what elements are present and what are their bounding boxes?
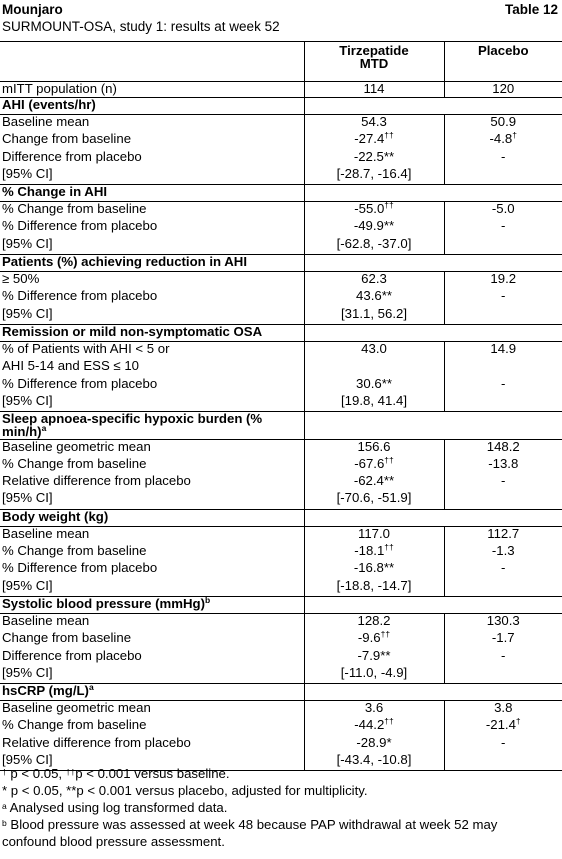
column-header-placebo: Placebo: [444, 42, 562, 82]
tirzepatide-value: 43.0: [304, 341, 444, 359]
section-title: Remission or mild non-symptomatic OSA: [0, 324, 304, 341]
tirzepatide-value: 30.6**: [304, 377, 444, 394]
row-label: Relative difference from placebo: [0, 474, 304, 491]
tirzepatide-value: -22.5**: [304, 150, 444, 167]
placebo-value: 130.3: [444, 613, 562, 631]
tirzepatide-value: -18.1††: [304, 544, 444, 561]
section-blank-cell: [444, 324, 562, 341]
table-row: [0, 272, 562, 290]
row-label: Change from baseline: [0, 631, 304, 648]
row-label: Baseline mean: [0, 613, 304, 631]
row-label: [95% CI]: [0, 237, 304, 255]
row-label: ≥ 50%: [0, 272, 304, 290]
section-header-row: [0, 684, 562, 701]
table-row: [0, 491, 562, 509]
section-blank-cell: [444, 684, 562, 701]
tirzepatide-value: -55.0††: [304, 202, 444, 220]
table-row: [0, 544, 562, 561]
placebo-value: 19.2: [444, 272, 562, 290]
placebo-value: 148.2: [444, 439, 562, 457]
placebo-value: [444, 359, 562, 376]
section-blank-cell: [304, 412, 444, 439]
table-row: [0, 561, 562, 578]
placebo-value: -: [444, 736, 562, 753]
row-label: Baseline mean: [0, 115, 304, 133]
table-row: [0, 457, 562, 474]
table-row: [0, 237, 562, 255]
placebo-value: 50.9: [444, 115, 562, 133]
tirzepatide-value: -9.6††: [304, 631, 444, 648]
section-blank-cell: [444, 596, 562, 613]
section-header-row: [0, 596, 562, 613]
section-blank-cell: [304, 98, 444, 115]
table-row: [0, 341, 562, 359]
row-label: [95% CI]: [0, 307, 304, 325]
section-header-row: [0, 412, 562, 439]
tirzepatide-value: [-11.0, -4.9]: [304, 666, 444, 684]
tirzepatide-value: 3.6: [304, 701, 444, 719]
tirzepatide-value: -16.8**: [304, 561, 444, 578]
placebo-value: -21.4†: [444, 718, 562, 735]
table-row: [0, 613, 562, 631]
section-blank-cell: [304, 185, 444, 202]
table-row: [0, 115, 562, 133]
footnotes: [2, 765, 558, 850]
placebo-value: -: [444, 377, 562, 394]
table-row: [0, 202, 562, 220]
tirzepatide-value: [-28.7, -16.4]: [304, 167, 444, 185]
placebo-value: -13.8: [444, 457, 562, 474]
placebo-value: 3.8: [444, 701, 562, 719]
row-label: Baseline geometric mean: [0, 701, 304, 719]
table-row: [0, 474, 562, 491]
column-header-row: [0, 42, 562, 82]
row-label: [95% CI]: [0, 491, 304, 509]
placebo-value: [444, 579, 562, 597]
table-row: [0, 167, 562, 185]
tirzepatide-value: [19.8, 41.4]: [304, 394, 444, 412]
placebo-value: -: [444, 561, 562, 578]
section-title: Patients (%) achieving reduction in AHI: [0, 255, 304, 272]
row-label: [95% CI]: [0, 753, 304, 771]
row-label: Change from baseline: [0, 132, 304, 149]
placebo-value: -5.0: [444, 202, 562, 220]
population-placebo: 120: [444, 82, 562, 98]
footnote-significance-baseline: † p < 0.05, ††p < 0.001 versus baseline.: [2, 766, 230, 781]
table-row: [0, 526, 562, 544]
table-row: [0, 132, 562, 149]
placebo-value: -4.8†: [444, 132, 562, 149]
section-blank-cell: [304, 255, 444, 272]
table-row: [0, 439, 562, 457]
section-header-row: [0, 255, 562, 272]
table-row: [0, 736, 562, 753]
tirzepatide-value: [304, 359, 444, 376]
table-row: [0, 666, 562, 684]
row-label: % Change from baseline: [0, 544, 304, 561]
row-label: Difference from placebo: [0, 649, 304, 666]
placebo-value: [444, 167, 562, 185]
footnote-log-transformed: $^a$ Analysed using log transformed data.: [2, 800, 228, 815]
row-label: Baseline geometric mean: [0, 439, 304, 457]
row-label: AHI 5-14 and ESS ≤ 10: [0, 359, 304, 376]
section-title: % Change in AHI: [0, 185, 304, 202]
placebo-value: -: [444, 649, 562, 666]
tirzepatide-value: 128.2: [304, 613, 444, 631]
tirzepatide-value: -7.9**: [304, 649, 444, 666]
placebo-value: -: [444, 474, 562, 491]
placebo-value: 112.7: [444, 526, 562, 544]
table-row: [0, 718, 562, 735]
row-label: % Difference from placebo: [0, 219, 304, 236]
placebo-value: -1.3: [444, 544, 562, 561]
section-title: AHI (events/hr): [0, 98, 304, 115]
row-label: % Difference from placebo: [0, 377, 304, 394]
section-blank-cell: [304, 324, 444, 341]
row-label: % Change from baseline: [0, 202, 304, 220]
row-label: % Change from baseline: [0, 457, 304, 474]
section-header-row: [0, 185, 562, 202]
column-header-label: [0, 42, 304, 82]
row-label: % of Patients with AHI < 5 or: [0, 341, 304, 359]
row-label: [95% CI]: [0, 394, 304, 412]
section-blank-cell: [444, 509, 562, 526]
table-row: [0, 307, 562, 325]
table-row: [0, 649, 562, 666]
table-subtitle: SURMOUNT-OSA, study 1: results at week 52: [2, 18, 280, 34]
table-row: [0, 631, 562, 648]
row-label: Relative difference from placebo: [0, 736, 304, 753]
tirzepatide-value: 62.3: [304, 272, 444, 290]
section-blank-cell: [444, 255, 562, 272]
section-blank-cell: [444, 185, 562, 202]
results-table: [0, 41, 562, 771]
document-header: [2, 3, 558, 33]
tirzepatide-value: 43.6**: [304, 289, 444, 306]
table-number: Table 12: [504, 2, 558, 17]
section-title: Body weight (kg): [0, 509, 304, 526]
tirzepatide-value: [31.1, 56.2]: [304, 307, 444, 325]
placebo-value: [444, 237, 562, 255]
tirzepatide-value: [-43.4, -10.8]: [304, 753, 444, 771]
placebo-value: [444, 666, 562, 684]
table-row: [0, 394, 562, 412]
placebo-value: -1.7: [444, 631, 562, 648]
footnote-blood-pressure: $^b$ Blood pressure was assessed at week 48 because PAP withdrawal at week 52 may: [2, 817, 498, 832]
tirzepatide-value: [-18.8, -14.7]: [304, 579, 444, 597]
tirzepatide-value: [-70.6, -51.9]: [304, 491, 444, 509]
placebo-value: -: [444, 150, 562, 167]
table-row: [0, 701, 562, 719]
section-title: Systolic blood pressure (mmHg)$^b$: [0, 596, 304, 613]
section-blank-cell: [444, 98, 562, 115]
row-label: % Change from baseline: [0, 718, 304, 735]
table-row: [0, 359, 562, 376]
tirzepatide-value: -62.4**: [304, 474, 444, 491]
population-tirzepatide: 114: [304, 82, 444, 98]
section-blank-cell: [304, 509, 444, 526]
section-title: hsCRP $(mg/L)^a$: [0, 684, 304, 701]
placebo-value: [444, 394, 562, 412]
footnote-blood-pressure-cont: confound blood pressure assessment.: [2, 834, 225, 849]
tirzepatide-value: -67.6††: [304, 457, 444, 474]
tirzepatide-value: 117.0: [304, 526, 444, 544]
section-header-row: [0, 324, 562, 341]
tirzepatide-value: -49.9**: [304, 219, 444, 236]
row-label: [95% CI]: [0, 167, 304, 185]
tirzepatide-value: 156.6: [304, 439, 444, 457]
row-label: [95% CI]: [0, 579, 304, 597]
tirzepatide-value: -28.9*: [304, 736, 444, 753]
row-label: [95% CI]: [0, 666, 304, 684]
population-row: [0, 82, 562, 98]
column-header-tirzepatide: [304, 42, 444, 82]
section-blank-cell: [304, 596, 444, 613]
tirzepatide-value: -44.2††: [304, 718, 444, 735]
tirzepatide-value: 54.3: [304, 115, 444, 133]
tirzepatide-value: -27.4††: [304, 132, 444, 149]
row-label: % Difference from placebo: [0, 561, 304, 578]
row-label: Baseline mean: [0, 526, 304, 544]
table-row: [0, 377, 562, 394]
table-row: [0, 579, 562, 597]
population-label: mITT population (n): [0, 82, 304, 98]
footnote-significance-placebo: * p < 0.05, **p < 0.001 versus placebo, adjusted for multiplicity.: [2, 783, 368, 798]
product-title: Mounjaro: [2, 2, 63, 17]
tirzepatide-header-line1: Tirzepatide: [339, 43, 409, 58]
placebo-value: -: [444, 219, 562, 236]
section-header-row: [0, 98, 562, 115]
table-row: [0, 150, 562, 167]
table-row: [0, 289, 562, 306]
section-header-row: [0, 509, 562, 526]
placebo-value: 14.9: [444, 341, 562, 359]
placebo-value: [444, 491, 562, 509]
section-title: Sleep apnoea-specific hypoxic burden (% min/h)$^a$: [0, 412, 304, 439]
section-blank-cell: [444, 412, 562, 439]
tirzepatide-header-line2: MTD: [359, 56, 389, 72]
table-row: [0, 219, 562, 236]
section-blank-cell: [304, 684, 444, 701]
tirzepatide-value: [-62.8, -37.0]: [304, 237, 444, 255]
placebo-value: [444, 307, 562, 325]
row-label: % Difference from placebo: [0, 289, 304, 306]
placebo-value: -: [444, 289, 562, 306]
row-label: Difference from placebo: [0, 150, 304, 167]
